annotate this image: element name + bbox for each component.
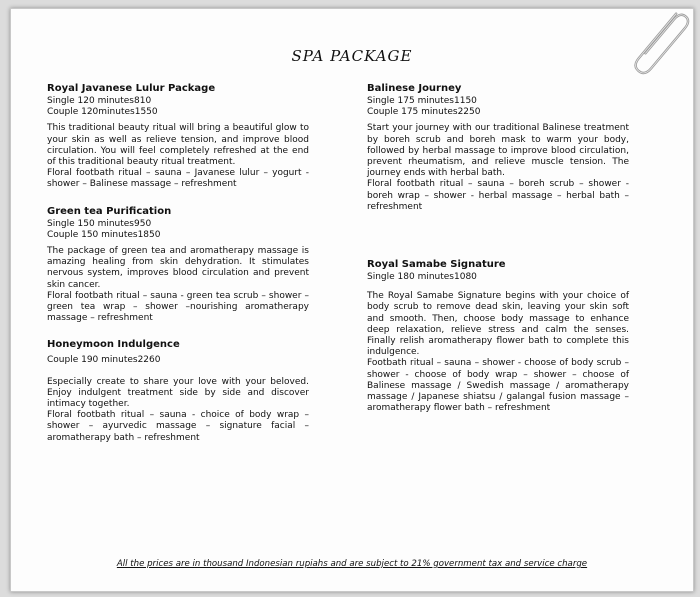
price-label: Single 175 minutes: [367, 96, 454, 106]
package-name: Green tea Purification: [47, 205, 172, 217]
package-description: This traditional beauty ritual will bring a beautiful glow to your skin as well as relieve tension, and improve blood circulation. You will feel completely refreshed at the end of this traditional beauty ritual treatment.: [47, 123, 309, 168]
package-ritual: Floral footbath ritual – sauna - choice of body wrap – shower – ayurvedic massage – signature facial – aromatherapy bath – refreshment: [47, 410, 309, 443]
price-amount: 810: [134, 96, 152, 106]
price-row: [47, 107, 309, 118]
price-amount: 1080: [454, 272, 477, 283]
price-row: [47, 96, 309, 107]
price-row: [47, 355, 309, 366]
package-description: The package of green tea and aromatherapy massage is amazing healing from skin dehydration. It stimulates nervous system, improves blood circulation and prevent skin cancer.: [47, 246, 309, 290]
price-amount: 1850: [137, 229, 161, 240]
package-name: Royal Javanese Lulur Package: [47, 83, 216, 94]
right-column: [367, 83, 629, 414]
package-description: The Royal Samabe Signature begins with your choice of body scrub to remove dead skin, leaving your skin soft and smooth. Then, choose body massage to enhance deep relaxation, relieve stress and calm the senses. Finally relish aromatherapy flower bath to complete this indulgence.: [367, 291, 629, 358]
price-label: Couple 120minutes: [47, 107, 135, 118]
paperclip-icon: [624, 2, 694, 88]
left-column: [47, 83, 309, 444]
price-footnote: All the prices are in thousand Indonesian rupiahs and are subject to 21% government tax and service charge: [116, 559, 588, 569]
page-title: SPA PACKAGE: [291, 47, 413, 65]
package-ritual: Floral footbath ritual – sauna - green tea scrub – shower – green tea wrap – shower –nourishing aromatherapy massage – refreshment: [47, 290, 309, 324]
package-name: Honeymoon Indulgence: [47, 339, 180, 351]
price-label: Couple 175 minutes: [367, 107, 458, 118]
price-row: [47, 219, 309, 230]
price-row: [367, 272, 629, 283]
package-ritual: Floral footbath ritual – sauna – boreh scrub – shower - boreh wrap – shower - herbal massage – herbal bath – refreshment: [367, 179, 629, 212]
price-row: [367, 107, 629, 118]
price-row: [367, 96, 629, 107]
price-amount: 2260: [137, 355, 161, 366]
package-balinese-journey: [367, 83, 629, 213]
price-label: Single 180 minutes: [367, 272, 454, 283]
price-amount: 1150: [454, 96, 477, 106]
package-description: Start your journey with our traditional Balinese treatment by boreh scrub and boreh mask to warm your body, followed by herbal massage to improve blood circulation, prevent rheumatism, and relieve muscle tension. The journey ends with herbal bath.: [367, 123, 629, 179]
price-label: Couple 150 minutes: [47, 229, 138, 240]
package-name: Balinese Journey: [367, 83, 462, 94]
package-green-tea: [47, 206, 309, 325]
price-label: Couple 190 minutes: [47, 355, 138, 366]
price-amount: 1550: [134, 107, 158, 118]
package-name: Royal Samabe Signature: [367, 259, 506, 271]
menu-page: [10, 8, 694, 592]
package-ritual: Floral footbath ritual – sauna – Javanese lulur – yogurt - shower – Balinese massage – refreshment: [47, 168, 309, 190]
price-label: Single 150 minutes: [47, 218, 134, 229]
price-amount: 950: [134, 218, 152, 229]
price-row: [47, 230, 309, 241]
package-royal-samabe: [367, 259, 629, 414]
package-royal-javanese: [47, 83, 309, 191]
price-label: Single 120 minutes: [47, 96, 134, 106]
package-honeymoon: [47, 339, 309, 443]
price-amount: 2250: [457, 107, 481, 118]
package-ritual: Footbath ritual – sauna – shower - choose of body scrub – shower - choose of body wrap – shower – choose of Balinese massage / Swedish massage / aromatherapy massage / Japanese shiatsu / galangal fusion massage – aromatherapy flower bath – refreshment: [367, 358, 629, 414]
package-description: Especially create to share your love with your beloved. Enjoy indulgent treatment side by side and discover intimacy together.: [47, 376, 309, 410]
